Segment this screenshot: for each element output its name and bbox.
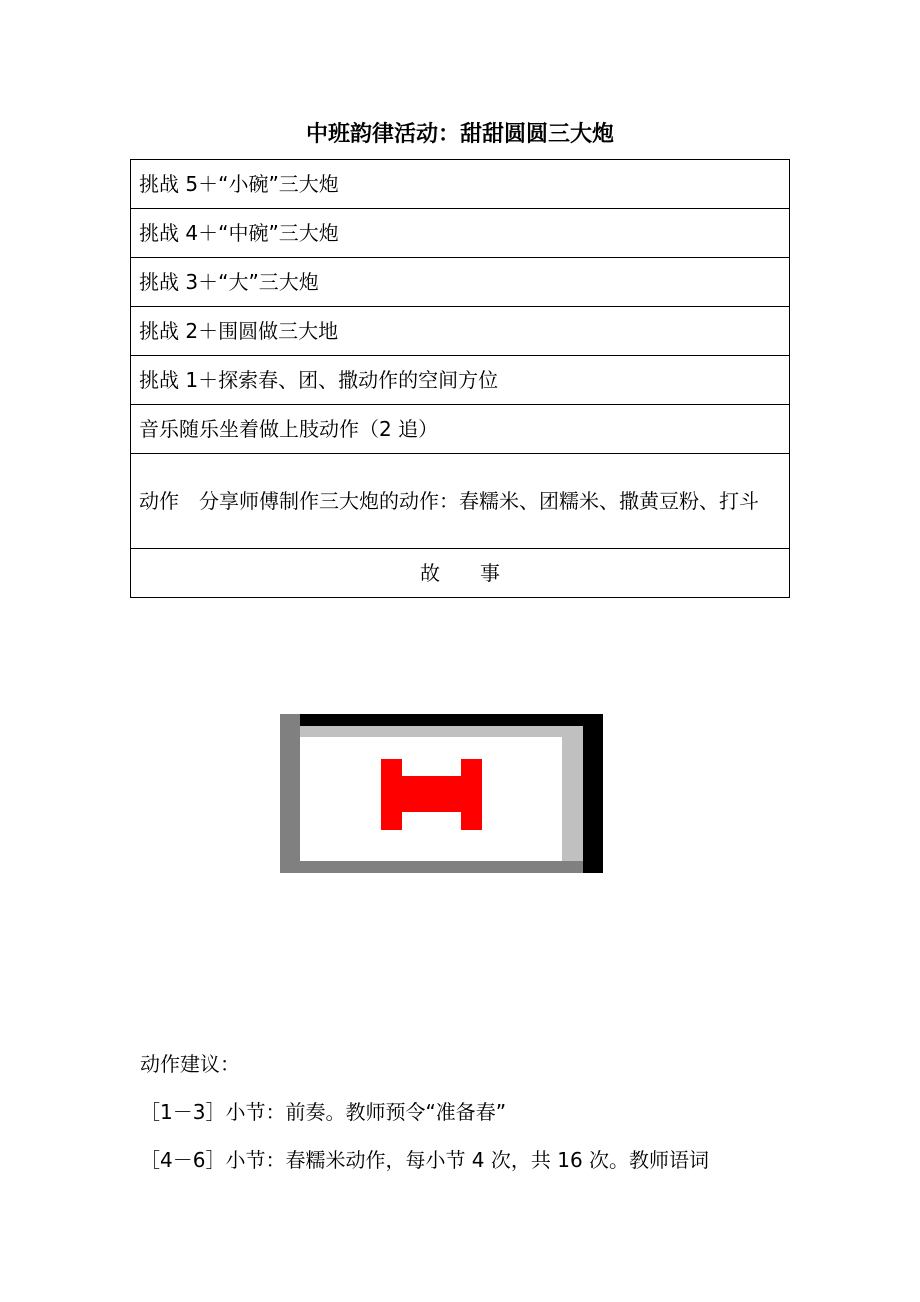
plan-cell: 挑战 4＋“中碗”三大炮	[131, 209, 790, 258]
table-row	[131, 549, 790, 598]
table-row	[131, 160, 790, 209]
document-title: 中班韵律活动：甜甜圆圆三大炮	[305, 122, 614, 147]
table-row	[131, 209, 790, 258]
table-row	[131, 405, 790, 454]
plan-cell-story: 故 事	[131, 549, 790, 598]
plan-cell: 挑战 5＋“小碗”三大炮	[131, 160, 790, 209]
table-row	[131, 454, 790, 549]
plan-cell: 动作 分享师傅制作三大炮的动作：春糯米、团糯米、撒黄豆粉、打斗	[131, 454, 790, 549]
broken-image-icon	[280, 714, 603, 873]
notes-line: ［1－3］小节：前奏。教师预令“准备春”	[140, 1100, 507, 1124]
table-row	[131, 356, 790, 405]
notes-heading: 动作建议：	[140, 1052, 240, 1076]
plan-cell: 挑战 2＋围圆做三大地	[131, 307, 790, 356]
notes-line: ［4－6］小节：春糯米动作，每小节 4 次，共 16 次。教师语词	[140, 1148, 710, 1172]
plan-cell: 挑战 3＋“大”三大炮	[131, 258, 790, 307]
plan-cell: 音乐随乐坐着做上肢动作（2 追）	[131, 405, 790, 454]
activity-plan-table	[130, 159, 790, 598]
action-suggestions	[140, 1040, 820, 1184]
plan-cell: 挑战 1＋探索春、团、撒动作的空间方位	[131, 356, 790, 405]
table-row	[131, 307, 790, 356]
table-row	[131, 258, 790, 307]
